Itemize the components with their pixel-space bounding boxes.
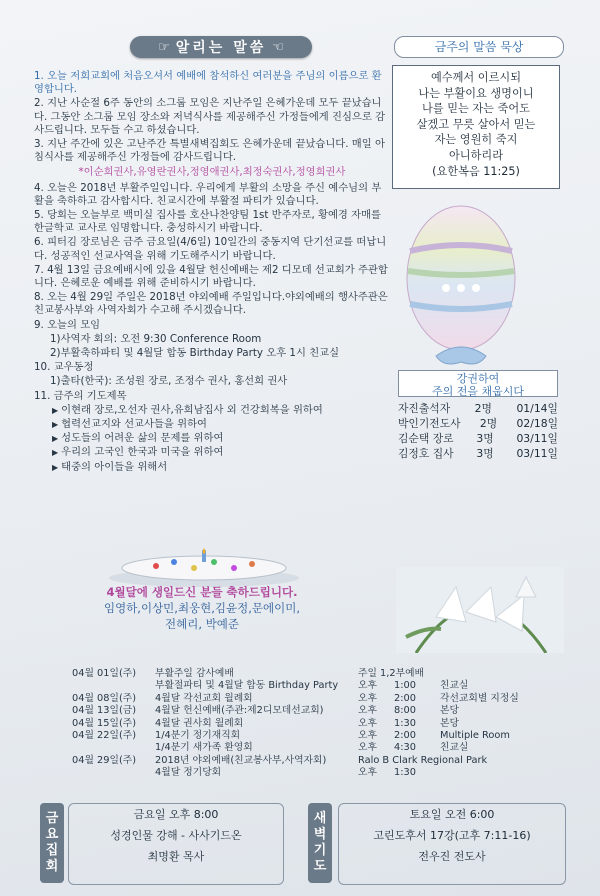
notice-item: 6. 피터김 장로님은 금주 금요일(4/6일) 10일간의 중동지역 단기선교를 떠납니다. 성공적인 선교사역을 위해 기도해주시기 바랍니다. — [34, 236, 387, 262]
schedule-date: 04월 13일(금) — [72, 705, 137, 717]
attendance-count: 2명 — [474, 402, 492, 415]
schedule-time: 4:30 — [394, 742, 416, 754]
notice-item: ▶ 태중의 아이들을 위해서 — [52, 461, 390, 474]
friday-meeting-speaker: 최명환 목사 — [147, 850, 205, 863]
schedule-event: 4월달 정기당회 — [155, 767, 222, 779]
schedule-event: 4월달 각선교회 월례회 — [155, 692, 253, 704]
schedule-event: 4월달 헌신예배(주관:제2디모데선교회) — [155, 705, 324, 717]
schedule-event: 2018년 야외예배(친교봉사부,사역자회) — [155, 754, 327, 766]
meditation-line: 나는 부활이요 생명이니 — [418, 86, 534, 100]
schedule-place: 본당 — [440, 705, 459, 717]
schedule-place: 친교실 — [440, 742, 469, 754]
schedule-time: 1:30 — [394, 717, 416, 729]
schedule-time: 1:00 — [394, 680, 416, 692]
notice-item: ▶ 우리의 고국인 한국과 미국을 위하여 — [52, 446, 390, 459]
attendance-row — [394, 401, 562, 416]
attendance-count: 2명 — [479, 417, 498, 430]
birthday-announcement — [93, 584, 311, 654]
schedule-event: 1/4분기 새가족 환영회 — [155, 742, 253, 754]
notice-item: 10. 교우동정 — [34, 361, 94, 374]
schedule-date: 04월 15일(주) — [72, 717, 137, 729]
attendance-date: 03/11일 — [516, 447, 558, 460]
schedule-ampm: 주일 1,2부예배 — [358, 668, 425, 679]
schedule-place: 친교실 — [440, 680, 469, 692]
notice-item: 2)부활축하파티 및 4월달 합동 Birthday Party 오후 1시 친교실 — [50, 347, 340, 360]
schedule-row — [40, 705, 600, 717]
lily-flowers-image — [396, 567, 564, 653]
attendance-count: 3명 — [476, 447, 494, 460]
notice-item: *이순희권사,유영란권사,정영애권사,최정숙권사,정영희권사 — [78, 166, 346, 179]
notice-item: 4. 오늘은 2018년 부활주일입니다. 우리에게 부활의 소망을 주신 예수님의 부활을 축하하고 감사합시다. 친교시간에 부활절 파티가 있습니다. — [34, 181, 382, 207]
notice-item: ▶ 성도들의 어려운 삶의 문제를 위하여 — [52, 432, 390, 445]
schedule-place: Multiple Room — [440, 729, 510, 741]
pointing-hand-right-icon: ☜ — [272, 39, 284, 55]
schedule-row — [40, 680, 600, 692]
schedule-ampm: 오후 — [358, 692, 377, 704]
notice-item: ▶ 이현래 장로,오선자 권사,유희남집사 외 건강회복을 위하여 — [52, 404, 390, 417]
schedule-place: 각선교회별 지정실 — [440, 692, 519, 704]
notice-item: 9. 오늘의 모임 — [34, 318, 101, 331]
meditation-line: 자는 영원히 죽지 — [434, 133, 518, 147]
attendance-row — [394, 446, 562, 461]
schedule-row — [40, 668, 600, 680]
schedule-ampm: 오후 — [358, 717, 377, 729]
schedule-ampm: 오후 — [358, 729, 377, 741]
birthday-names-line2: 전혜리, 박예준 — [165, 617, 239, 631]
friday-meeting-box — [68, 803, 284, 885]
notice-item: 5. 당회는 오늘부로 백미실 집사를 호산나찬양팀 1st 반주자로, 황예경 자매를 한글학교 교사로 임명합니다. 충성하시기 바랍니다. — [34, 209, 381, 235]
dawn-prayer-speaker: 전우진 전도사 — [418, 850, 486, 863]
schedule-event: 부활주일 감사예배 — [155, 668, 234, 679]
schedule-row — [40, 767, 600, 779]
attendance-title-line1: 강권하여 — [456, 372, 500, 385]
attendance-date: 03/11일 — [516, 432, 558, 445]
meditation-line: 나를 믿는 자는 죽어도 — [422, 102, 530, 116]
schedule-time: 2:00 — [394, 729, 416, 741]
attendance-row — [394, 416, 562, 431]
announcements-title-text: 알리는 말씀 — [175, 40, 267, 56]
notice-item: 3. 지난 주간에 있은 고난주간 특별새벽집회도 은혜가운데 끝났습니다. 매일 아침식사를 제공해주신 가정들에 감사드립니다. — [34, 138, 385, 164]
announcements-list — [34, 70, 390, 475]
schedule-event: 4월달 권사회 월례회 — [155, 717, 244, 729]
attendance-date: 01/14일 — [516, 402, 558, 415]
schedule-row — [40, 755, 600, 767]
schedule-row — [40, 730, 600, 742]
schedule-date: 04월 01일(주) — [72, 668, 137, 679]
attendance-list — [394, 401, 562, 461]
pointing-hand-left-icon: ☞ — [158, 39, 170, 55]
friday-meeting-topic: 성경인물 강해 - 사사기드온 — [110, 829, 242, 842]
birthday-names-line1: 임영하,이상민,최웅현,김윤정,문에이미, — [103, 601, 301, 615]
notice-item: 1)출타(한국): 조성원 장로, 조정수 권사, 홍선희 권사 — [50, 375, 288, 388]
meditation-verse-box — [392, 65, 560, 189]
notice-item: 8. 오는 4월 29일 주일은 2018년 야외예배 주일입니다.야외예배의 행사주관은 친교봉사부와 사역자회가 수고해 주시겠습니다. — [34, 291, 388, 317]
notice-item: 7. 4월 13일 금요예배시에 있을 4월달 헌신예배는 제2 디모데 선교회가 주관합니다. 은혜로운 예배를 위해 준비하시기 바랍니다. — [34, 263, 388, 290]
attendance-name: 김정호 집사 — [398, 447, 454, 460]
schedule-ampm: 오후 — [358, 680, 377, 692]
schedule-time: 8:00 — [394, 705, 416, 717]
attendance-count: 3명 — [476, 432, 494, 445]
monthly-schedule — [40, 668, 600, 780]
schedule-row — [40, 718, 600, 730]
schedule-date: 04월 08일(주) — [72, 692, 137, 704]
meditation-title: 금주의 말씀 묵상 — [394, 36, 564, 58]
notice-item: 2. 지난 사순절 6주 동안의 소그룹 모임은 지난주일 은혜가운데 모두 끝났습니다. 그동안 소그룹 모임 장소와 저녁식사를 제공해주신 가정들에게 진심으로 감사드립니다. 모두들 수고 하셨습니다. — [34, 97, 386, 136]
notice-item: 11. 금주의 기도제목 — [34, 389, 127, 402]
attendance-title — [398, 370, 558, 397]
schedule-ampm: 오후 — [358, 705, 377, 717]
schedule-date: 04월 29일(주) — [72, 754, 137, 766]
attendance-name: 자진출석자 — [398, 402, 451, 415]
schedule-date: 04월 22일(주) — [72, 729, 137, 741]
friday-meeting-time: 금요일 오후 8:00 — [133, 808, 219, 821]
dawn-prayer-label: 새벽기도 — [308, 803, 332, 883]
schedule-ampm: Ralo B Clark Regional Park — [358, 754, 488, 766]
attendance-name: 김순택 장로 — [398, 432, 454, 445]
schedule-time: 1:30 — [394, 767, 416, 779]
announcements-title — [130, 36, 312, 58]
notice-item: 1. 오늘 저희교회에 처음오셔서 예배에 참석하신 여러분을 주님의 이름으로 환영합니다. — [34, 70, 382, 96]
meditation-line: 살겠고 무릇 살아서 믿는 — [416, 117, 536, 131]
birthday-cake-icon — [104, 548, 304, 588]
birthday-title: 4월달에 생일드신 분들 축하드립니다. — [106, 585, 298, 599]
schedule-row — [40, 693, 600, 705]
schedule-place: 본당 — [440, 717, 459, 729]
schedule-event: 부활절파티 및 4월달 합동 Birthday Party — [155, 680, 339, 692]
meditation-line: 예수께서 이르시되 — [430, 71, 521, 84]
attendance-row — [394, 431, 562, 446]
meditation-line: (요한복음 11:25) — [432, 164, 520, 178]
schedule-row — [40, 742, 600, 754]
attendance-title-line2: 주의 전을 채웁시다 — [431, 385, 524, 398]
notice-item: ▶ 협력선교지와 선교사들을 위하여 — [52, 418, 390, 431]
schedule-ampm: 오후 — [358, 767, 377, 779]
dawn-prayer-box — [338, 803, 566, 885]
attendance-name: 박인기전도사 — [398, 417, 461, 430]
dawn-prayer-time: 토요일 오전 6:00 — [409, 808, 495, 821]
easter-egg-image — [396, 196, 526, 374]
schedule-time: 2:00 — [394, 692, 416, 704]
friday-meeting-label: 금요집회 — [40, 803, 64, 883]
dawn-prayer-topic: 고린도후서 17강(고후 7:11-16) — [373, 829, 531, 842]
schedule-ampm: 오후 — [358, 742, 377, 754]
attendance-date: 02/18일 — [516, 417, 558, 430]
notice-item: 1)사역자 회의: 오전 9:30 Conference Room — [50, 332, 262, 345]
meditation-line: 아니하리라 — [448, 148, 504, 162]
schedule-event: 1/4분기 정기재직회 — [155, 729, 241, 741]
